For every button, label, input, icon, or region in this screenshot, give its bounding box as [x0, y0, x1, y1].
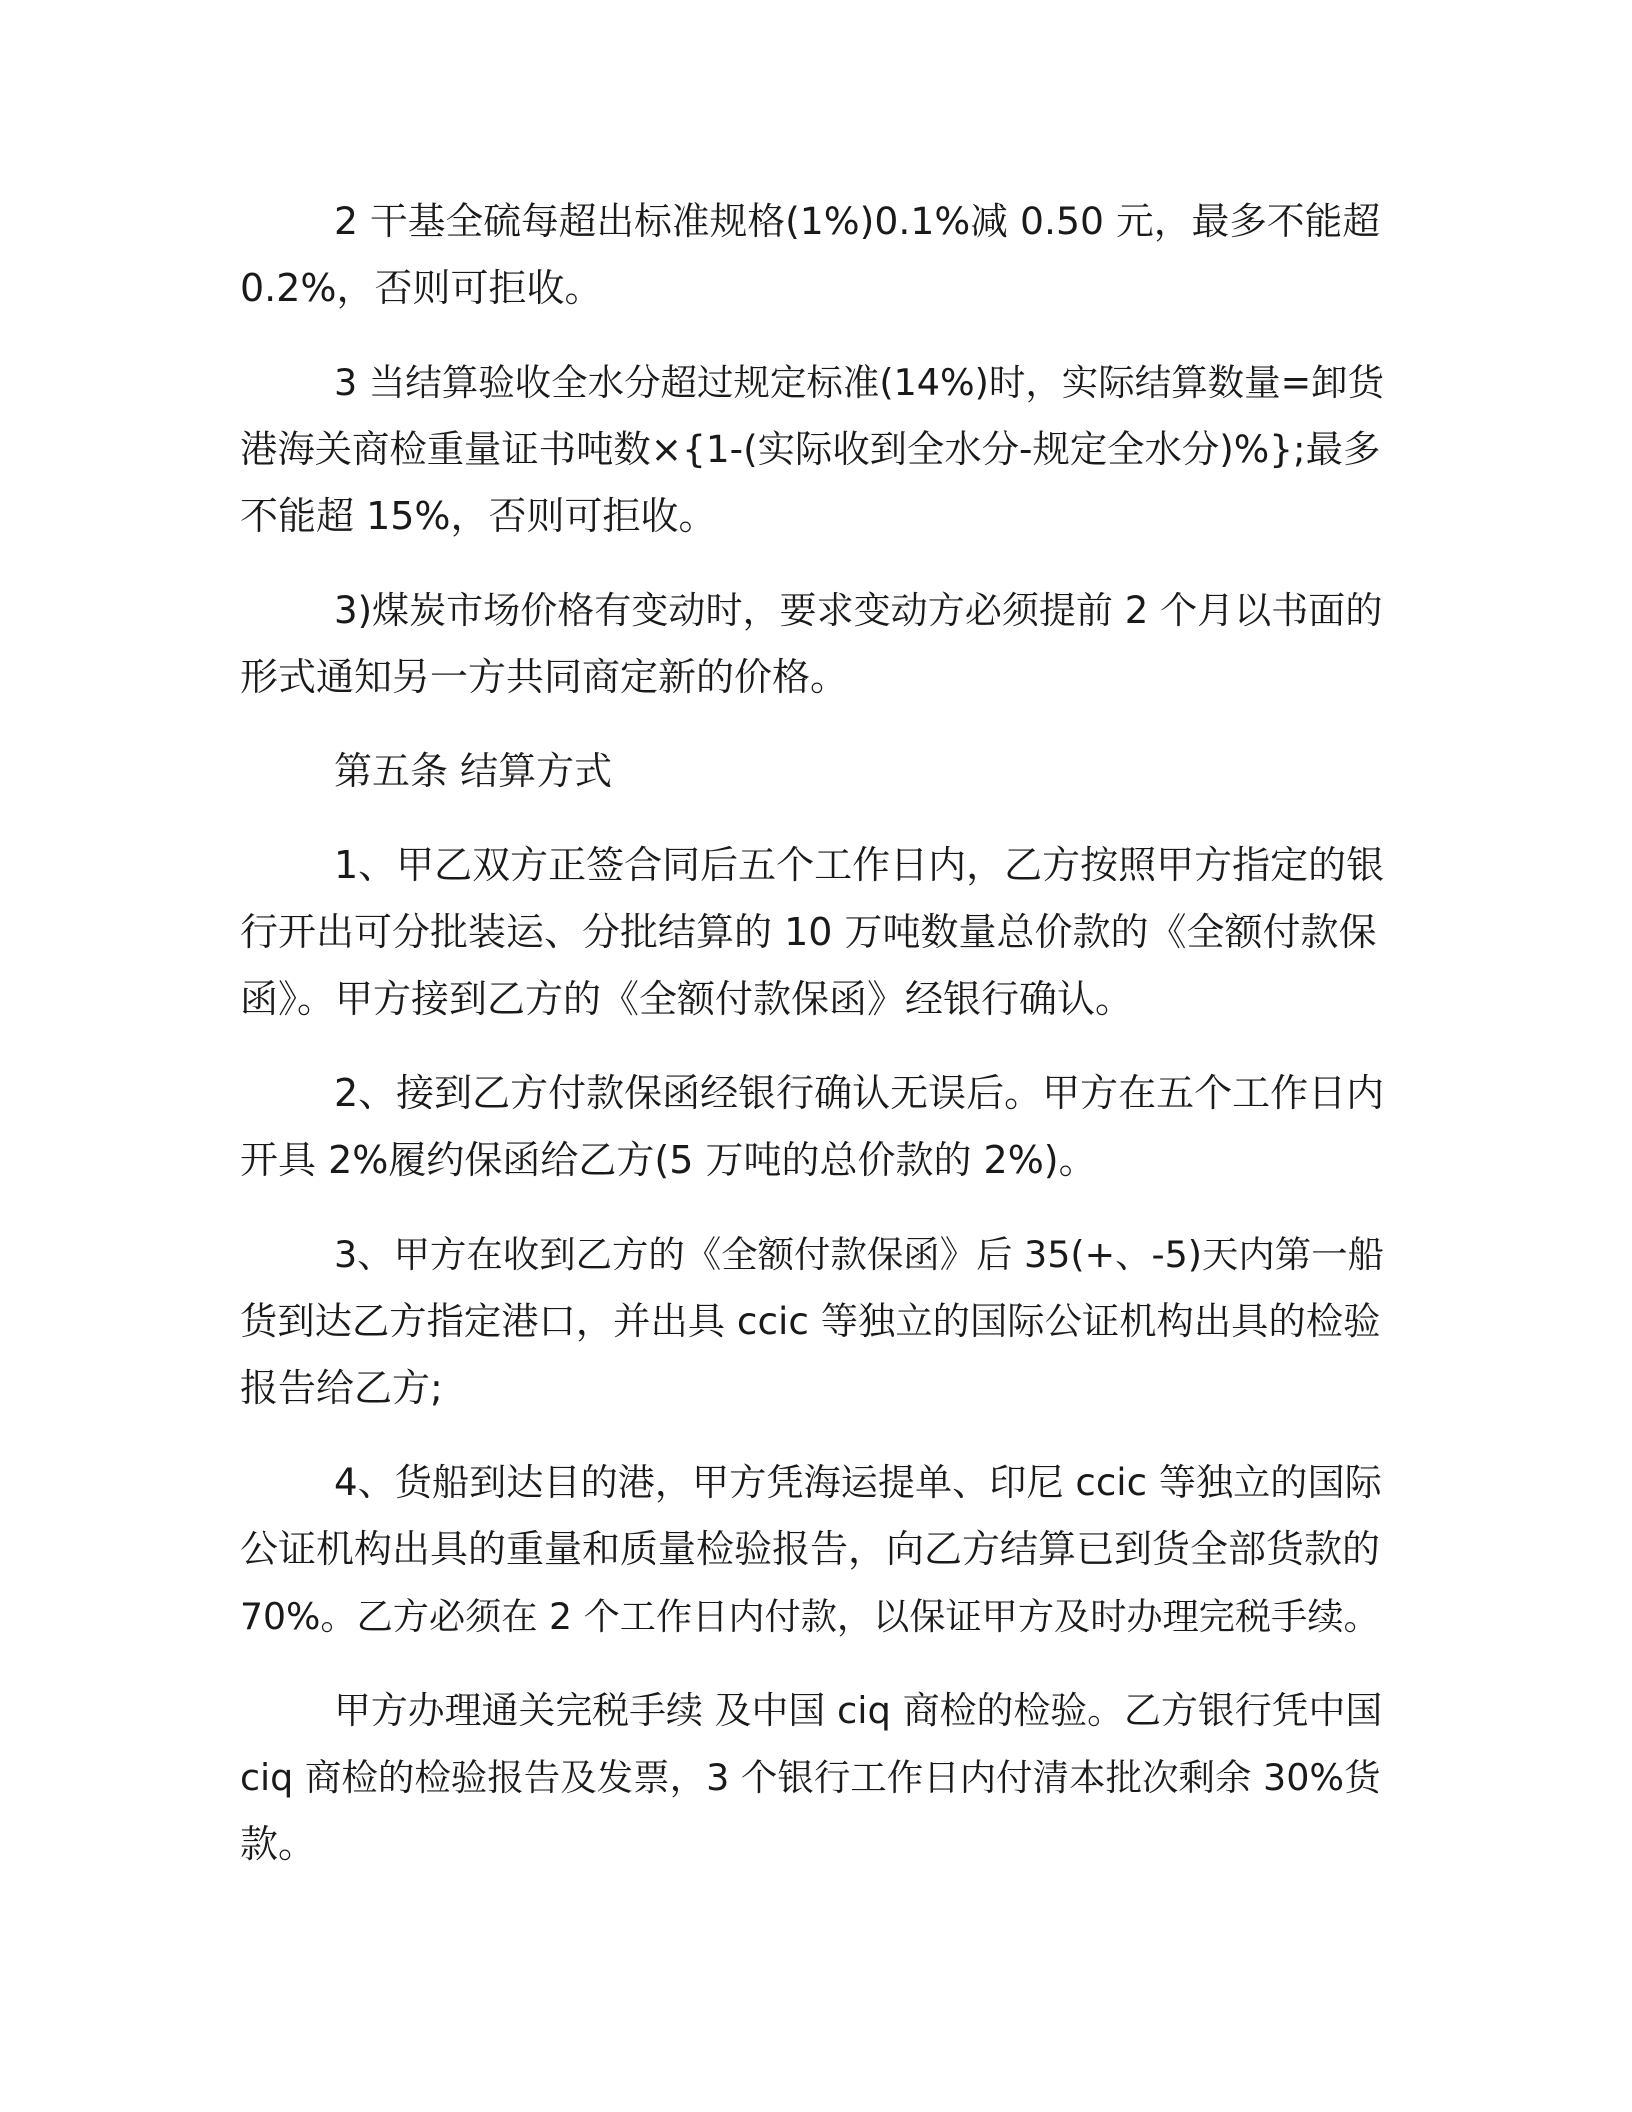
text-line: 甲方办理通关完税手续 及中国 ciq 商检的检验。乙方银行凭中国	[334, 1689, 1383, 1732]
clause-2-performance-guarantee	[240, 1060, 1386, 1194]
clause-4-settlement	[240, 1449, 1386, 1650]
text-line: 4、货船到达目的港，甲方凭海运提单、印尼 ccic 等独立的国际	[334, 1461, 1382, 1504]
text-line: 款。	[240, 1822, 317, 1866]
text-line: 不能超 15%，否则可拒收。	[240, 494, 717, 538]
paragraph-sulfur-deduction	[240, 188, 1386, 322]
text-line: 公证机构出具的重量和质量检验报告，向乙方结算已到货全部货款的	[240, 1527, 1381, 1571]
text-line: 函》。甲方接到乙方的《全额付款保函》经银行确认。	[240, 977, 1134, 1021]
text-line: 3、甲方在收到乙方的《全额付款保函》后 35(+、-5)天内第一船	[334, 1233, 1385, 1276]
text-line: 开具 2%履约保函给乙方(5 万吨的总价款的 2%)。	[240, 1138, 1097, 1182]
text-line: 2、接到乙方付款保函经银行确认无误后。甲方在五个工作日内	[334, 1071, 1385, 1115]
text-line: 报告给乙方;	[240, 1366, 443, 1410]
paragraph-price-change	[240, 577, 1386, 711]
text-line: 70%。乙方必须在 2 个工作日内付款，以保证甲方及时办理完税手续。	[240, 1595, 1380, 1638]
text-line: 2 干基全硫每超出标准规格(1%)0.1%减 0.50 元，最多不能超	[334, 199, 1381, 243]
text-line: 行开出可分批装运、分批结算的 10 万吨数量总价款的《全额付款保	[240, 910, 1377, 954]
text-line: 1、甲乙双方正签合同后五个工作日内，乙方按照甲方指定的银	[334, 843, 1385, 887]
section-heading-article-5	[240, 738, 1386, 805]
text-line: 3 当结算验收全水分超过规定标准(14%)时，实际结算数量=卸货	[334, 361, 1385, 404]
document-body	[240, 188, 1386, 1905]
text-line: 货到达乙方指定港口，并出具 ccic 等独立的国际公证机构出具的检验	[240, 1299, 1381, 1343]
clause-1-payment-guarantee	[240, 832, 1386, 1033]
text-line: 0.2%，否则可拒收。	[240, 266, 603, 310]
paragraph-customs-clearance	[240, 1677, 1386, 1878]
text-line: 港海关商检重量证书吨数×{1-(实际收到全水分-规定全水分)%};最多	[240, 427, 1381, 471]
section-heading-text: 第五条 结算方式	[334, 749, 613, 793]
text-line: ciq 商检的检验报告及发票，3 个银行工作日内付清本批次剩余 30%货	[240, 1756, 1381, 1799]
text-line: 3)煤炭市场价格有变动时，要求变动方必须提前 2 个月以书面的	[334, 589, 1383, 632]
text-line: 形式通知另一方共同商定新的价格。	[240, 655, 849, 699]
paragraph-moisture-settlement	[240, 349, 1386, 550]
clause-3-first-shipment	[240, 1221, 1386, 1422]
